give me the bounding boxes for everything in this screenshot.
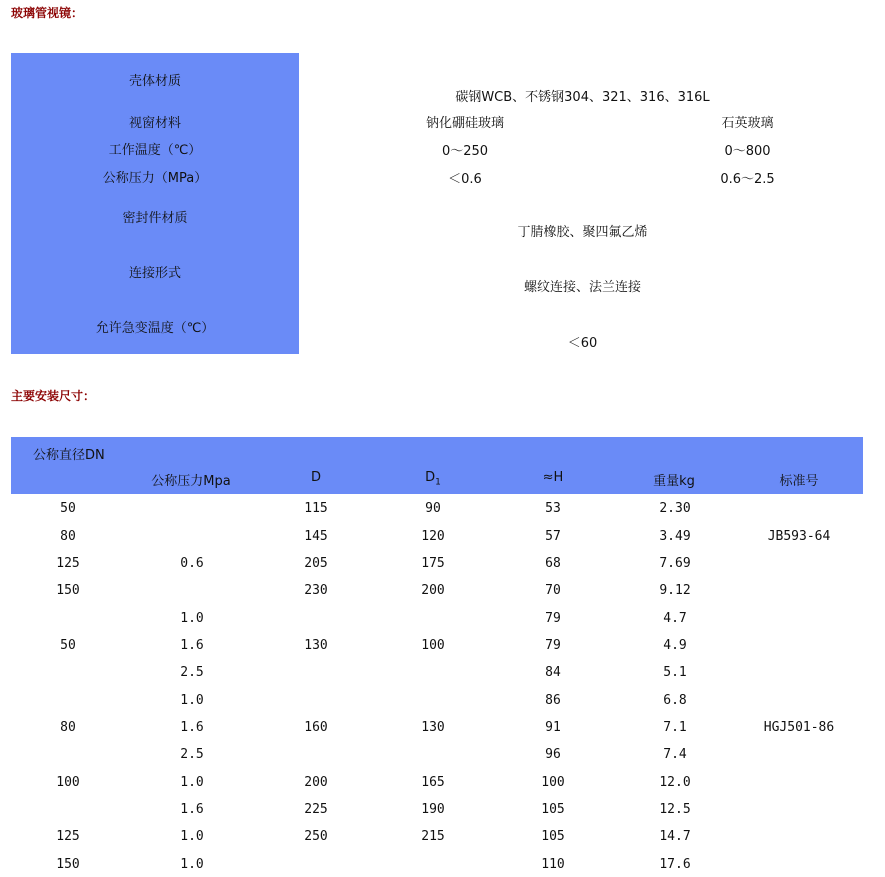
cell-d: 160 <box>304 720 328 735</box>
header-weight: 重量kg <box>653 474 695 489</box>
cell-h: 105 <box>541 802 565 817</box>
spec-label-body-material: 壳体材质 <box>128 74 181 89</box>
cell-w: 12.5 <box>659 802 691 817</box>
section-title-sight-glass: 玻璃管视镜： <box>11 6 84 20</box>
header-height: ≈H <box>542 470 564 485</box>
cell-d1: 200 <box>421 583 445 598</box>
cell-w: 3.49 <box>659 529 691 544</box>
cell-d: 250 <box>304 829 328 844</box>
table-row <box>0 693 885 713</box>
cell-h: 110 <box>541 857 565 872</box>
table-row <box>0 720 885 740</box>
spec-value-body-material: 碳钢WCB、不锈钢304、321、316、316L <box>455 90 710 105</box>
section-title-install-dimensions: 主要安装尺寸： <box>11 389 96 403</box>
cell-pn: 2.5 <box>180 665 204 680</box>
cell-h: 68 <box>545 556 561 571</box>
cell-dn: 125 <box>56 556 80 571</box>
cell-dn: 150 <box>56 857 80 872</box>
spec-value-window-material-2: 石英玻璃 <box>721 116 774 131</box>
cell-w: 7.1 <box>663 720 687 735</box>
spec-label-seal-material: 密封件材质 <box>122 211 188 226</box>
cell-h: 53 <box>545 501 561 516</box>
cell-dn: 50 <box>60 501 76 516</box>
cell-d1: 215 <box>421 829 445 844</box>
table-row <box>0 529 885 549</box>
header-nominal-diameter: 公称直径DN <box>33 448 105 463</box>
cell-h: 100 <box>541 775 565 790</box>
spec-value-seal-material: 丁腈橡胶、聚四氟乙烯 <box>517 225 648 240</box>
cell-dn: 80 <box>60 529 76 544</box>
cell-w: 17.6 <box>659 857 691 872</box>
header-d1: $D_1$ <box>425 470 441 488</box>
cell-w: 2.30 <box>659 501 691 516</box>
spec-label-window-material: 视窗材料 <box>128 116 181 131</box>
spec-value-working-temp-1: 0～250 <box>441 144 489 159</box>
cell-d1: 130 <box>421 720 445 735</box>
table-row <box>0 802 885 822</box>
cell-h: 70 <box>545 583 561 598</box>
cell-pn: 1.0 <box>180 775 204 790</box>
cell-h: 91 <box>545 720 561 735</box>
header-d: D <box>310 470 321 485</box>
cell-d: 115 <box>304 501 328 516</box>
cell-d1: 100 <box>421 638 445 653</box>
cell-dn: 80 <box>60 720 76 735</box>
table-row <box>0 829 885 849</box>
spec-label-thermal-shock: 允许急变温度（℃） <box>95 321 215 336</box>
cell-h: 79 <box>545 638 561 653</box>
cell-d1: 190 <box>421 802 445 817</box>
cell-d1: 175 <box>421 556 445 571</box>
cell-w: 6.8 <box>663 693 687 708</box>
cell-pn: 1.0 <box>180 693 204 708</box>
cell-h: 105 <box>541 829 565 844</box>
table-row <box>0 501 885 521</box>
cell-w: 12.0 <box>659 775 691 790</box>
table-row <box>0 583 885 603</box>
cell-std: HGJ501-86 <box>763 720 835 735</box>
cell-pn: 0.6 <box>180 556 204 571</box>
header-nominal-pressure: 公称压力Mpa <box>151 474 231 489</box>
cell-h: 96 <box>545 747 561 762</box>
spec-value-connection-type: 螺纹连接、法兰连接 <box>523 280 641 295</box>
cell-h: 79 <box>545 611 561 626</box>
cell-pn: 1.6 <box>180 802 204 817</box>
cell-d: 130 <box>304 638 328 653</box>
table-row <box>0 556 885 576</box>
cell-pn: 1.6 <box>180 638 204 653</box>
spec-label-column <box>11 53 299 354</box>
cell-pn: 1.0 <box>180 611 204 626</box>
cell-w: 4.9 <box>663 638 687 653</box>
spec-label-nominal-pressure: 公称压力（MPa） <box>102 171 208 186</box>
cell-w: 4.7 <box>663 611 687 626</box>
spec-value-nominal-pressure-1: ＜0.6 <box>448 172 482 187</box>
cell-d1: 90 <box>425 501 441 516</box>
cell-d1: 165 <box>421 775 445 790</box>
cell-dn: 50 <box>60 638 76 653</box>
table-row <box>0 665 885 685</box>
cell-pn: 2.5 <box>180 747 204 762</box>
cell-w: 5.1 <box>663 665 687 680</box>
cell-w: 7.4 <box>663 747 687 762</box>
cell-std: JB593-64 <box>767 529 831 544</box>
cell-d: 145 <box>304 529 328 544</box>
table-row <box>0 611 885 631</box>
cell-d: 225 <box>304 802 328 817</box>
spec-label-connection-type: 连接形式 <box>128 266 181 281</box>
cell-w: 14.7 <box>659 829 691 844</box>
spec-value-working-temp-2: 0～800 <box>724 144 771 159</box>
cell-dn: 150 <box>56 583 80 598</box>
cell-pn: 1.0 <box>180 829 204 844</box>
cell-w: 9.12 <box>659 583 691 598</box>
cell-w: 7.69 <box>659 556 691 571</box>
cell-d1: 120 <box>421 529 445 544</box>
cell-dn: 100 <box>56 775 80 790</box>
spec-value-nominal-pressure-2: 0.6～2.5 <box>720 172 775 187</box>
table-row <box>0 638 885 658</box>
table-row <box>0 747 885 767</box>
cell-h: 57 <box>545 529 561 544</box>
spec-value-thermal-shock: ＜60 <box>567 336 598 351</box>
spec-value-window-material-1: 钠化硼硅玻璃 <box>425 116 504 131</box>
cell-h: 84 <box>545 665 561 680</box>
cell-dn: 125 <box>56 829 80 844</box>
table-row <box>0 857 885 877</box>
cell-h: 86 <box>545 693 561 708</box>
cell-d: 205 <box>304 556 328 571</box>
cell-pn: 1.6 <box>180 720 204 735</box>
table-row <box>0 775 885 795</box>
cell-d: 230 <box>304 583 328 598</box>
cell-pn: 1.0 <box>180 857 204 872</box>
header-standard: 标准号 <box>779 474 819 489</box>
spec-label-working-temp: 工作温度（℃） <box>108 143 202 158</box>
cell-d: 200 <box>304 775 328 790</box>
